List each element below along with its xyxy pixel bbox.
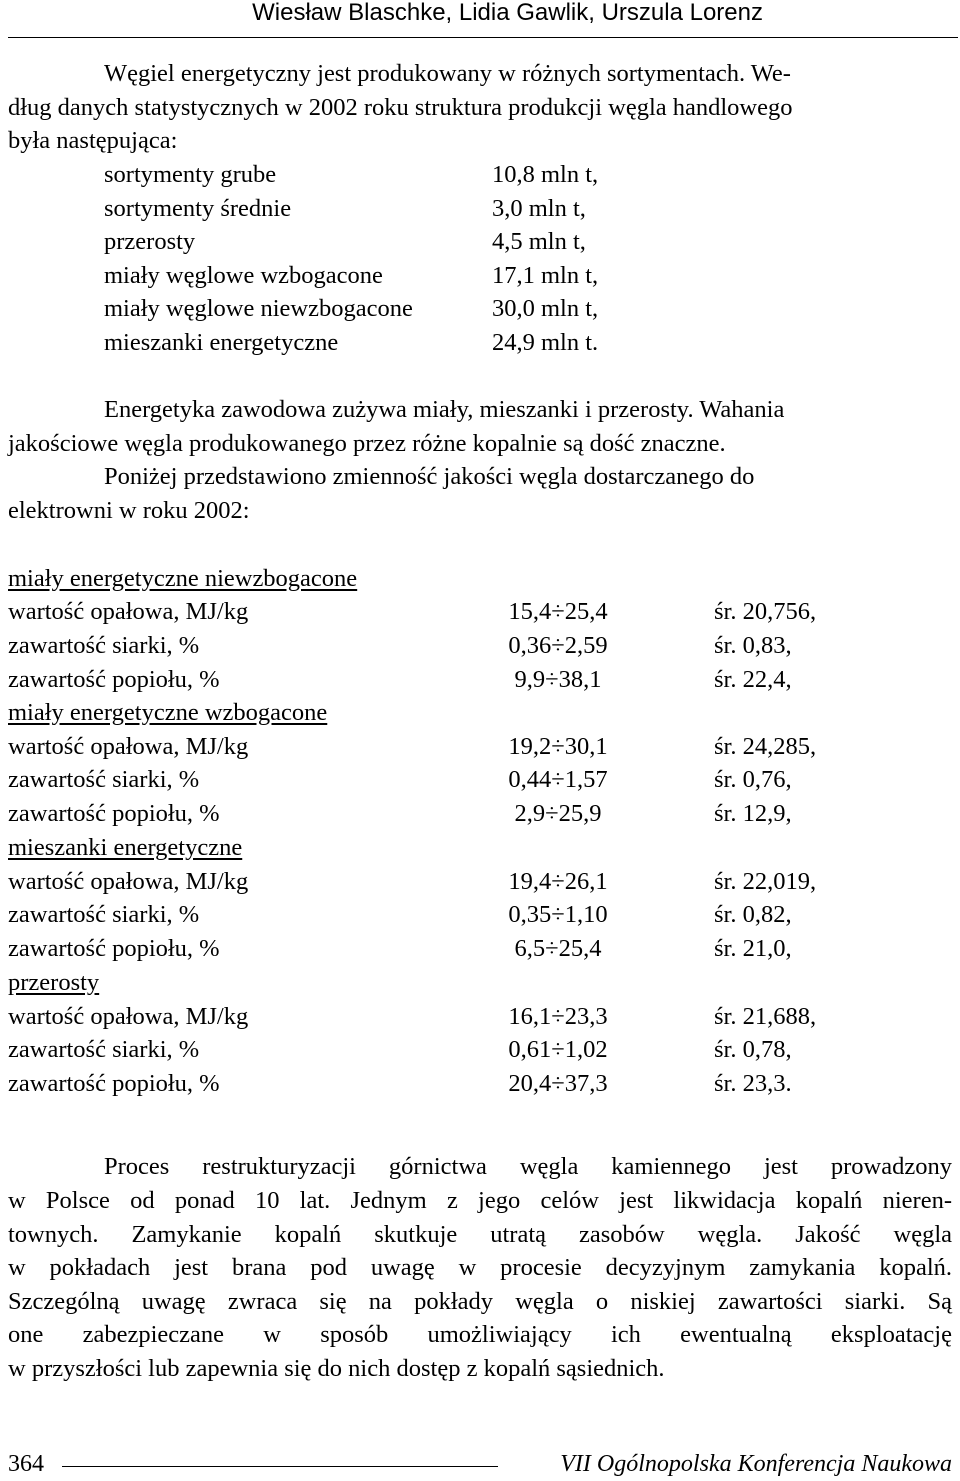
quality-label: zawartość siarki, % bbox=[8, 901, 200, 928]
quality-range: 2,9÷25,9 bbox=[514, 800, 602, 827]
production-name: przerosty bbox=[104, 228, 196, 255]
production-name: sortymenty średnie bbox=[104, 195, 292, 222]
footer-rule bbox=[62, 1466, 498, 1467]
quality-label: zawartość siarki, % bbox=[8, 1036, 200, 1063]
closing-para-line: one zabezpieczane w sposób umożliwiający ich ewentualną eksploatację bbox=[8, 1321, 952, 1348]
closing-para-line: w pokładach jest brana pod uwagę w procesie decyzyjnym zamykania kopalń. bbox=[8, 1254, 952, 1281]
production-name: mieszanki energetyczne bbox=[104, 329, 339, 356]
running-header-authors: Wiesław Blaschke, Lidia Gawlik, Urszula Lorenz bbox=[252, 0, 763, 26]
energy-para-line: Energetyka zawodowa zużywa miały, mieszanki i przerosty. Wahania bbox=[104, 396, 785, 423]
quality-group-title: przerosty bbox=[8, 969, 100, 996]
quality-average: śr. 24,285, bbox=[714, 733, 817, 760]
energy-para-line: Poniżej przedstawiono zmienność jakości węgla dostarczanego do bbox=[104, 463, 755, 490]
quality-label: zawartość popiołu, % bbox=[8, 800, 220, 827]
production-name: sortymenty grube bbox=[104, 161, 277, 188]
quality-range: 6,5÷25,4 bbox=[514, 935, 602, 962]
energy-para-line: jakościowe węgla produkowanego przez różne kopalnie są dość znaczne. bbox=[8, 430, 726, 457]
quality-range: 9,9÷38,1 bbox=[514, 666, 602, 693]
quality-average: śr. 22,4, bbox=[714, 666, 792, 693]
quality-label: wartość opałowa, MJ/kg bbox=[8, 868, 249, 895]
quality-range: 19,2÷30,1 bbox=[508, 733, 608, 760]
closing-para-line: Szczególną uwagę zwraca się na pokłady węgla o niskiej zawartości siarki. Są bbox=[8, 1288, 952, 1315]
quality-label: zawartość siarki, % bbox=[8, 632, 200, 659]
quality-average: śr. 23,3. bbox=[714, 1070, 792, 1097]
quality-label: wartość opałowa, MJ/kg bbox=[8, 1003, 249, 1030]
quality-label: zawartość popiołu, % bbox=[8, 1070, 220, 1097]
quality-average: śr. 0,78, bbox=[714, 1036, 792, 1063]
production-name: miały węglowe wzbogacone bbox=[104, 262, 383, 289]
intro-line: była następująca: bbox=[8, 127, 178, 154]
quality-group-title: mieszanki energetyczne bbox=[8, 834, 243, 861]
quality-average: śr. 20,756, bbox=[714, 598, 817, 625]
quality-group-title: miały energetyczne niewzbogacone bbox=[8, 565, 358, 592]
quality-range: 0,36÷2,59 bbox=[508, 632, 608, 659]
quality-average: śr. 21,688, bbox=[714, 1003, 817, 1030]
quality-range: 15,4÷25,4 bbox=[508, 598, 608, 625]
header-rule bbox=[8, 37, 958, 38]
closing-para-line: w Polsce od ponad 10 lat. Jednym z jego celów jest likwidacja kopalń nieren- bbox=[8, 1187, 952, 1214]
production-value: 10,8 mln t, bbox=[492, 161, 599, 188]
quality-range: 20,4÷37,3 bbox=[508, 1070, 608, 1097]
quality-label: zawartość siarki, % bbox=[8, 766, 200, 793]
quality-range: 19,4÷26,1 bbox=[508, 868, 608, 895]
quality-range: 16,1÷23,3 bbox=[508, 1003, 608, 1030]
page-number: 364 bbox=[8, 1451, 44, 1477]
production-value: 30,0 mln t, bbox=[492, 295, 599, 322]
quality-label: wartość opałowa, MJ/kg bbox=[8, 598, 249, 625]
quality-average: śr. 0,76, bbox=[714, 766, 792, 793]
closing-para-line: townych. Zamykanie kopalń skutkuje utratą zasobów węgla. Jakość węgla bbox=[8, 1221, 952, 1248]
quality-label: zawartość popiołu, % bbox=[8, 935, 220, 962]
quality-range: 0,35÷1,10 bbox=[508, 901, 608, 928]
quality-label: zawartość popiołu, % bbox=[8, 666, 220, 693]
intro-line: Węgiel energetyczny jest produkowany w różnych sortymentach. We- bbox=[104, 60, 791, 87]
footer-conference-title: VII Ogólnopolska Konferencja Naukowa bbox=[560, 1451, 952, 1477]
production-value: 4,5 mln t, bbox=[492, 228, 586, 255]
closing-para-line: Proces restrukturyzacji górnictwa węgla kamiennego jest prowadzony bbox=[104, 1153, 952, 1180]
production-value: 24,9 mln t. bbox=[492, 329, 599, 356]
quality-average: śr. 0,83, bbox=[714, 632, 792, 659]
quality-average: śr. 0,82, bbox=[714, 901, 792, 928]
quality-average: śr. 12,9, bbox=[714, 800, 792, 827]
quality-range: 0,44÷1,57 bbox=[508, 766, 608, 793]
intro-line: dług danych statystycznych w 2002 roku struktura produkcji węgla handlowego bbox=[8, 94, 793, 121]
production-value: 3,0 mln t, bbox=[492, 195, 586, 222]
quality-range: 0,61÷1,02 bbox=[508, 1036, 608, 1063]
quality-average: śr. 21,0, bbox=[714, 935, 792, 962]
production-name: miały węglowe niewzbogacone bbox=[104, 295, 413, 322]
production-value: 17,1 mln t, bbox=[492, 262, 599, 289]
quality-average: śr. 22,019, bbox=[714, 868, 817, 895]
closing-para-line: w przyszłości lub zapewnia się do nich dostęp z kopalń sąsiednich. bbox=[8, 1355, 665, 1382]
quality-label: wartość opałowa, MJ/kg bbox=[8, 733, 249, 760]
energy-para-line: elektrowni w roku 2002: bbox=[8, 497, 250, 524]
quality-group-title: miały energetyczne wzbogacone bbox=[8, 699, 328, 726]
